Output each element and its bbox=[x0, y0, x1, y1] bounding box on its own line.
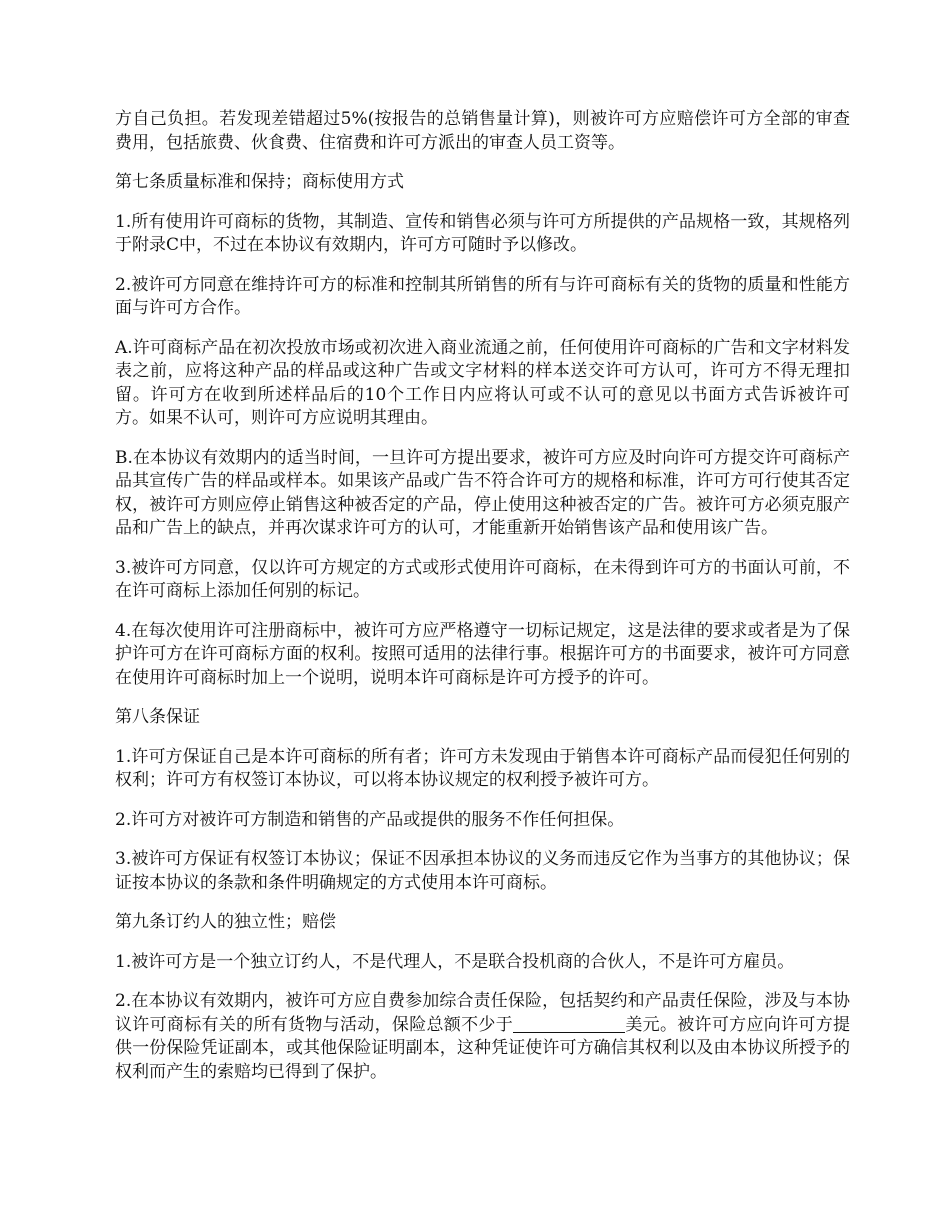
paragraph-9-2-end: 美元。被许可方应向许可方提供一份保险凭证副本，或其他保险证明副本，这种凭证使许可方确信其权利以及由本协议所授予的权利而产生的索赔均已得到了保护。 bbox=[115, 1014, 851, 1082]
heading-article-8: 第八条保证 bbox=[115, 707, 200, 727]
insurance-amount-blank bbox=[513, 1015, 625, 1033]
paragraph-8-1: 1.许可方保证自己是本许可商标的所有者；许可方未发现由于销售本许可商标产品而侵犯任何别的权利；许可方有权签订本协议，可以将本协议规定的权利授予被许可方。 bbox=[115, 746, 850, 790]
document-page bbox=[115, 108, 850, 1100]
paragraph-9-1: 1.被许可方是一个独立订约人，不是代理人，不是联合投机商的合伙人，不是许可方雇员。 bbox=[115, 951, 795, 972]
paragraph-audit-cost: 方自己负担。若发现差错超过5%(按报告的总销售量计算)，则被许可方应赔偿许可方全部的审查费用，包括旅费、伙食费、住宿费和许可方派出的审查人员工资等。 bbox=[115, 109, 850, 153]
paragraph-8-3: 3.被许可方保证有权签订本协议；保证不因承担本协议的义务而违反它作为当事方的其他协议；保证按本协议的条款和条件明确规定的方式使用本许可商标。 bbox=[115, 849, 850, 893]
paragraph-7-3: 3.被许可方同意，仅以许可方规定的方式或形式使用许可商标，在未得到许可方的书面认可前，不在许可商标上添加任何别的标记。 bbox=[115, 557, 850, 601]
paragraph-7-4: 4.在每次使用许可注册商标中，被许可方应严格遵守一切标记规定，这是法律的要求或者是为了保护许可方在许可商标方面的权利。按照可适用的法律行事。根据许可方的书面要求，被许可方同意在使用许可商标时加上一个说明，说明本许可商标是许可方授予的许可。 bbox=[115, 620, 850, 688]
paragraph-9-2 bbox=[115, 990, 850, 1084]
paragraph-7-2: 2.被许可方同意在维持许可方的标准和控制其所销售的所有与许可商标有关的货物的质量和性能方面与许可方合作。 bbox=[115, 274, 850, 318]
paragraph-7-b: B.在本协议有效期内的适当时间，一旦许可方提出要求，被许可方应及时向许可方提交许可商标产品其宣传广告的样品或样本。如果该产品或广告不符合许可方的规格和标准，许可方可行使其否定权，被许可方则应停止销售这种被否定的产品，停止使用这种被否定的广告。被许可方必须克服产品和广告上的缺点，并再次谋求许可方的认可，才能重新开始销售该产品和使用该广告。 bbox=[115, 447, 850, 538]
paragraph-8-2: 2.许可方对被许可方制造和销售的产品或提供的服务不作任何担保。 bbox=[115, 809, 625, 830]
paragraph-9-2-start: 2.在本协议有效期内，被许可方应自费参加综合责任保险，包括契约和产品责任保险，涉及与本协议许可商标有关的所有货物与活动，保险总额不少于 bbox=[115, 991, 850, 1035]
paragraph-7-a: A.许可商标产品在初次投放市场或初次进入商业流通之前，任何使用许可商标的广告和文字材料发表之前，应将这种产品的样品或这种广告或文字材料的样本送交许可方认可，许可方不得无理扣留。许可方在收到所述样品后的10个工作日内应将认可或不认可的意见以书面方式告诉被许可方。如果不认可，则许可方应说明其理由。 bbox=[115, 337, 850, 428]
heading-article-7: 第七条质量标准和保持；商标使用方式 bbox=[115, 172, 404, 192]
heading-article-9: 第九条订约人的独立性；赔偿 bbox=[115, 912, 336, 932]
paragraph-7-1: 1.所有使用许可商标的货物，其制造、宣传和销售必须与许可方所提供的产品规格一致，其规格列于附录C中，不过在本协议有效期内，许可方可随时予以修改。 bbox=[115, 211, 850, 255]
